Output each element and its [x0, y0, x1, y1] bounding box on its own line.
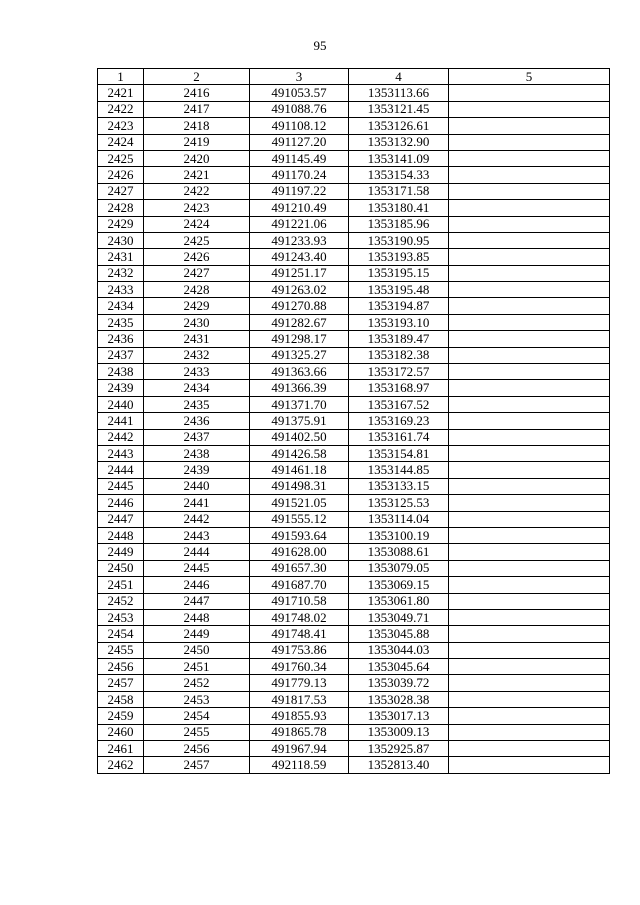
cell-col-4: 1353141.09 — [349, 150, 449, 166]
cell-col-5 — [449, 691, 610, 707]
cell-col-2: 2426 — [144, 249, 250, 265]
cell-col-2: 2448 — [144, 609, 250, 625]
cell-col-2: 2442 — [144, 511, 250, 527]
cell-col-4: 1353114.04 — [349, 511, 449, 527]
cell-col-4: 1353039.72 — [349, 675, 449, 691]
table-row — [98, 724, 610, 740]
cell-col-1: 2459 — [98, 708, 144, 724]
cell-col-3: 491753.86 — [250, 642, 349, 658]
coordinates-table — [97, 68, 610, 774]
table-row — [98, 364, 610, 380]
cell-col-4: 1353017.13 — [349, 708, 449, 724]
cell-col-1: 2456 — [98, 659, 144, 675]
cell-col-4: 1353125.53 — [349, 495, 449, 511]
table-row — [98, 708, 610, 724]
cell-col-5 — [449, 331, 610, 347]
cell-col-4: 1353100.19 — [349, 527, 449, 543]
cell-col-4: 1353144.85 — [349, 462, 449, 478]
cell-col-2: 2457 — [144, 757, 250, 773]
cell-col-3: 491088.76 — [250, 101, 349, 117]
table-row — [98, 757, 610, 773]
table-row — [98, 560, 610, 576]
cell-col-2: 2449 — [144, 626, 250, 642]
cell-col-2: 2433 — [144, 364, 250, 380]
cell-col-1: 2457 — [98, 675, 144, 691]
cell-col-3: 491710.58 — [250, 593, 349, 609]
cell-col-5 — [449, 413, 610, 429]
cell-col-5 — [449, 527, 610, 543]
cell-col-4: 1353045.64 — [349, 659, 449, 675]
cell-col-2: 2432 — [144, 347, 250, 363]
cell-col-3: 491402.50 — [250, 429, 349, 445]
cell-col-4: 1353088.61 — [349, 544, 449, 560]
cell-col-1: 2461 — [98, 741, 144, 757]
cell-col-5 — [449, 445, 610, 461]
cell-col-3: 491363.66 — [250, 364, 349, 380]
cell-col-5 — [449, 724, 610, 740]
cell-col-4: 1353185.96 — [349, 216, 449, 232]
table-row — [98, 593, 610, 609]
cell-col-4: 1353028.38 — [349, 691, 449, 707]
cell-col-2: 2439 — [144, 462, 250, 478]
cell-col-3: 491197.22 — [250, 183, 349, 199]
cell-col-1: 2444 — [98, 462, 144, 478]
cell-col-1: 2438 — [98, 364, 144, 380]
table-row — [98, 298, 610, 314]
cell-col-5 — [449, 708, 610, 724]
cell-col-1: 2452 — [98, 593, 144, 609]
table-row — [98, 183, 610, 199]
cell-col-2: 2450 — [144, 642, 250, 658]
table-row — [98, 118, 610, 134]
cell-col-2: 2425 — [144, 232, 250, 248]
cell-col-3: 491108.12 — [250, 118, 349, 134]
cell-col-1: 2458 — [98, 691, 144, 707]
table-row — [98, 314, 610, 330]
cell-col-1: 2429 — [98, 216, 144, 232]
table-row — [98, 216, 610, 232]
cell-col-4: 1353182.38 — [349, 347, 449, 363]
cell-col-2: 2447 — [144, 593, 250, 609]
table-row — [98, 232, 610, 248]
cell-col-5 — [449, 560, 610, 576]
cell-col-3: 491375.91 — [250, 413, 349, 429]
table-row — [98, 265, 610, 281]
cell-col-2: 2453 — [144, 691, 250, 707]
cell-col-5 — [449, 85, 610, 101]
cell-col-4: 1353190.95 — [349, 232, 449, 248]
cell-col-4: 1353049.71 — [349, 609, 449, 625]
cell-col-2: 2436 — [144, 413, 250, 429]
cell-col-1: 2439 — [98, 380, 144, 396]
cell-col-2: 2437 — [144, 429, 250, 445]
cell-col-5 — [449, 659, 610, 675]
cell-col-1: 2433 — [98, 282, 144, 298]
cell-col-2: 2451 — [144, 659, 250, 675]
cell-col-4: 1353194.87 — [349, 298, 449, 314]
cell-col-5 — [449, 380, 610, 396]
cell-col-3: 491967.94 — [250, 741, 349, 757]
cell-col-2: 2452 — [144, 675, 250, 691]
cell-col-4: 1353171.58 — [349, 183, 449, 199]
table-row — [98, 134, 610, 150]
cell-col-4: 1353195.15 — [349, 265, 449, 281]
cell-col-3: 491779.13 — [250, 675, 349, 691]
column-header-5: 5 — [449, 69, 610, 85]
cell-col-2: 2438 — [144, 445, 250, 461]
cell-col-5 — [449, 478, 610, 494]
cell-col-3: 491657.30 — [250, 560, 349, 576]
cell-col-5 — [449, 495, 610, 511]
cell-col-4: 1353113.66 — [349, 85, 449, 101]
cell-col-3: 491251.17 — [250, 265, 349, 281]
cell-col-4: 1353161.74 — [349, 429, 449, 445]
page-number: 95 — [313, 38, 327, 53]
cell-col-1: 2432 — [98, 265, 144, 281]
cell-col-5 — [449, 200, 610, 216]
cell-col-1: 2453 — [98, 609, 144, 625]
column-header-2: 2 — [144, 69, 250, 85]
table-row — [98, 200, 610, 216]
table-row — [98, 396, 610, 412]
cell-col-4: 1353189.47 — [349, 331, 449, 347]
cell-col-3: 491325.27 — [250, 347, 349, 363]
cell-col-5 — [449, 314, 610, 330]
cell-col-2: 2419 — [144, 134, 250, 150]
cell-col-3: 491498.31 — [250, 478, 349, 494]
cell-col-1: 2423 — [98, 118, 144, 134]
cell-col-2: 2456 — [144, 741, 250, 757]
cell-col-3: 491371.70 — [250, 396, 349, 412]
cell-col-5 — [449, 183, 610, 199]
cell-col-1: 2422 — [98, 101, 144, 117]
cell-col-1: 2442 — [98, 429, 144, 445]
cell-col-5 — [449, 642, 610, 658]
cell-col-4: 1352925.87 — [349, 741, 449, 757]
table-row — [98, 626, 610, 642]
cell-col-5 — [449, 462, 610, 478]
table-row — [98, 741, 610, 757]
cell-col-1: 2431 — [98, 249, 144, 265]
cell-col-2: 2431 — [144, 331, 250, 347]
cell-col-3: 491593.64 — [250, 527, 349, 543]
cell-col-4: 1353079.05 — [349, 560, 449, 576]
table-row — [98, 609, 610, 625]
cell-col-1: 2425 — [98, 150, 144, 166]
cell-col-1: 2424 — [98, 134, 144, 150]
cell-col-2: 2429 — [144, 298, 250, 314]
cell-col-3: 491865.78 — [250, 724, 349, 740]
cell-col-2: 2440 — [144, 478, 250, 494]
cell-col-3: 491243.40 — [250, 249, 349, 265]
cell-col-2: 2423 — [144, 200, 250, 216]
table-row — [98, 429, 610, 445]
table-row — [98, 675, 610, 691]
cell-col-4: 1353169.23 — [349, 413, 449, 429]
cell-col-4: 1353044.03 — [349, 642, 449, 658]
cell-col-5 — [449, 609, 610, 625]
table-row — [98, 167, 610, 183]
cell-col-5 — [449, 544, 610, 560]
cell-col-3: 491270.88 — [250, 298, 349, 314]
cell-col-2: 2422 — [144, 183, 250, 199]
cell-col-4: 1352813.40 — [349, 757, 449, 773]
table-row — [98, 347, 610, 363]
cell-col-2: 2445 — [144, 560, 250, 576]
cell-col-2: 2428 — [144, 282, 250, 298]
cell-col-3: 491127.20 — [250, 134, 349, 150]
cell-col-2: 2446 — [144, 577, 250, 593]
cell-col-4: 1353193.10 — [349, 314, 449, 330]
cell-col-1: 2449 — [98, 544, 144, 560]
cell-col-4: 1353167.52 — [349, 396, 449, 412]
cell-col-1: 2448 — [98, 527, 144, 543]
cell-col-2: 2430 — [144, 314, 250, 330]
cell-col-2: 2444 — [144, 544, 250, 560]
cell-col-1: 2451 — [98, 577, 144, 593]
cell-col-3: 491221.06 — [250, 216, 349, 232]
cell-col-2: 2434 — [144, 380, 250, 396]
table-row — [98, 462, 610, 478]
table-row — [98, 282, 610, 298]
cell-col-2: 2416 — [144, 85, 250, 101]
cell-col-5 — [449, 265, 610, 281]
cell-col-5 — [449, 167, 610, 183]
table-row — [98, 642, 610, 658]
cell-col-3: 491687.70 — [250, 577, 349, 593]
cell-col-4: 1353069.15 — [349, 577, 449, 593]
cell-col-3: 491170.24 — [250, 167, 349, 183]
cell-col-4: 1353045.88 — [349, 626, 449, 642]
cell-col-1: 2446 — [98, 495, 144, 511]
cell-col-3: 491210.49 — [250, 200, 349, 216]
cell-col-2: 2420 — [144, 150, 250, 166]
cell-col-2: 2454 — [144, 708, 250, 724]
cell-col-2: 2455 — [144, 724, 250, 740]
cell-col-3: 491053.57 — [250, 85, 349, 101]
cell-col-1: 2434 — [98, 298, 144, 314]
cell-col-4: 1353009.13 — [349, 724, 449, 740]
table-row — [98, 249, 610, 265]
cell-col-1: 2436 — [98, 331, 144, 347]
cell-col-3: 491748.41 — [250, 626, 349, 642]
cell-col-2: 2443 — [144, 527, 250, 543]
table-row — [98, 331, 610, 347]
cell-col-5 — [449, 511, 610, 527]
cell-col-3: 491282.67 — [250, 314, 349, 330]
cell-col-5 — [449, 232, 610, 248]
cell-col-4: 1353133.15 — [349, 478, 449, 494]
table-row — [98, 101, 610, 117]
cell-col-1: 2427 — [98, 183, 144, 199]
cell-col-4: 1353061.80 — [349, 593, 449, 609]
cell-col-1: 2450 — [98, 560, 144, 576]
cell-col-2: 2441 — [144, 495, 250, 511]
cell-col-3: 491521.05 — [250, 495, 349, 511]
table-row — [98, 527, 610, 543]
header-row — [98, 69, 610, 85]
table-header — [98, 69, 610, 85]
cell-col-3: 491555.12 — [250, 511, 349, 527]
cell-col-3: 491817.53 — [250, 691, 349, 707]
cell-col-5 — [449, 134, 610, 150]
cell-col-5 — [449, 626, 610, 642]
table-row — [98, 577, 610, 593]
cell-col-5 — [449, 741, 610, 757]
cell-col-1: 2421 — [98, 85, 144, 101]
cell-col-4: 1353154.81 — [349, 445, 449, 461]
cell-col-3: 491233.93 — [250, 232, 349, 248]
cell-col-2: 2427 — [144, 265, 250, 281]
cell-col-1: 2462 — [98, 757, 144, 773]
cell-col-3: 491366.39 — [250, 380, 349, 396]
cell-col-3: 491263.02 — [250, 282, 349, 298]
table-row — [98, 380, 610, 396]
cell-col-1: 2455 — [98, 642, 144, 658]
table-row — [98, 659, 610, 675]
cell-col-3: 491426.58 — [250, 445, 349, 461]
table-row — [98, 511, 610, 527]
cell-col-5 — [449, 216, 610, 232]
table-row — [98, 413, 610, 429]
table-body — [98, 85, 610, 773]
cell-col-4: 1353180.41 — [349, 200, 449, 216]
cell-col-3: 491298.17 — [250, 331, 349, 347]
column-header-3: 3 — [250, 69, 349, 85]
cell-col-2: 2417 — [144, 101, 250, 117]
cell-col-5 — [449, 429, 610, 445]
table-row — [98, 478, 610, 494]
cell-col-5 — [449, 364, 610, 380]
cell-col-1: 2426 — [98, 167, 144, 183]
cell-col-5 — [449, 675, 610, 691]
cell-col-3: 491461.18 — [250, 462, 349, 478]
cell-col-2: 2424 — [144, 216, 250, 232]
table-row — [98, 544, 610, 560]
cell-col-1: 2428 — [98, 200, 144, 216]
cell-col-4: 1353121.45 — [349, 101, 449, 117]
cell-col-5 — [449, 577, 610, 593]
cell-col-2: 2418 — [144, 118, 250, 134]
cell-col-5 — [449, 593, 610, 609]
cell-col-2: 2421 — [144, 167, 250, 183]
cell-col-1: 2435 — [98, 314, 144, 330]
cell-col-1: 2454 — [98, 626, 144, 642]
cell-col-1: 2443 — [98, 445, 144, 461]
cell-col-5 — [449, 298, 610, 314]
cell-col-5 — [449, 347, 610, 363]
column-header-4: 4 — [349, 69, 449, 85]
cell-col-1: 2437 — [98, 347, 144, 363]
cell-col-1: 2445 — [98, 478, 144, 494]
cell-col-4: 1353132.90 — [349, 134, 449, 150]
cell-col-1: 2440 — [98, 396, 144, 412]
table-row — [98, 445, 610, 461]
cell-col-3: 491628.00 — [250, 544, 349, 560]
cell-col-5 — [449, 757, 610, 773]
table-row — [98, 495, 610, 511]
table-row — [98, 691, 610, 707]
cell-col-5 — [449, 101, 610, 117]
cell-col-4: 1353195.48 — [349, 282, 449, 298]
cell-col-5 — [449, 150, 610, 166]
cell-col-1: 2460 — [98, 724, 144, 740]
cell-col-4: 1353126.61 — [349, 118, 449, 134]
column-header-1: 1 — [98, 69, 144, 85]
cell-col-5 — [449, 118, 610, 134]
cell-col-5 — [449, 396, 610, 412]
cell-col-4: 1353168.97 — [349, 380, 449, 396]
cell-col-3: 491855.93 — [250, 708, 349, 724]
cell-col-2: 2435 — [144, 396, 250, 412]
cell-col-5 — [449, 282, 610, 298]
table-row — [98, 150, 610, 166]
cell-col-4: 1353193.85 — [349, 249, 449, 265]
cell-col-4: 1353172.57 — [349, 364, 449, 380]
cell-col-1: 2430 — [98, 232, 144, 248]
table-row — [98, 85, 610, 101]
cell-col-1: 2447 — [98, 511, 144, 527]
cell-col-5 — [449, 249, 610, 265]
cell-col-4: 1353154.33 — [349, 167, 449, 183]
cell-col-3: 491748.02 — [250, 609, 349, 625]
cell-col-3: 492118.59 — [250, 757, 349, 773]
cell-col-3: 491760.34 — [250, 659, 349, 675]
cell-col-3: 491145.49 — [250, 150, 349, 166]
cell-col-1: 2441 — [98, 413, 144, 429]
